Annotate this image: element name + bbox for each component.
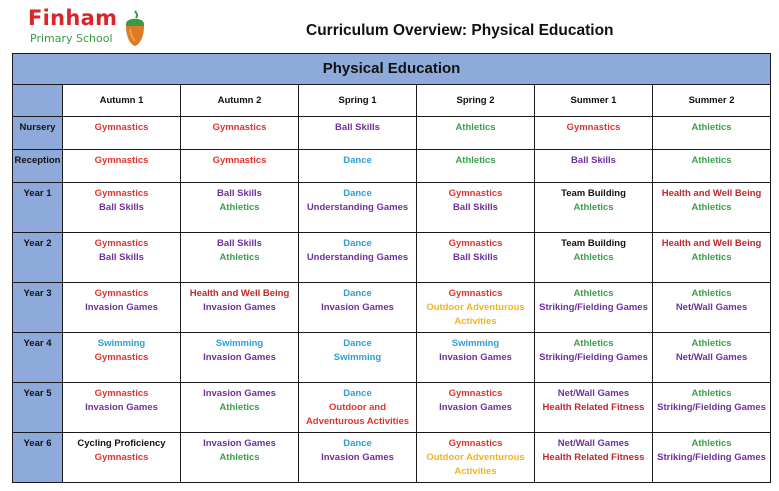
table-cell	[299, 233, 417, 283]
table-row	[13, 383, 771, 433]
activity-label: Dance	[343, 188, 372, 199]
activity-label: Ball Skills	[217, 238, 262, 249]
activity-label: Dance	[343, 388, 372, 399]
table-cell	[299, 333, 417, 383]
table-row	[13, 183, 771, 233]
activity-label: Athletics	[573, 252, 614, 263]
acorn-icon	[123, 10, 147, 48]
table-cell	[181, 117, 299, 150]
table-cell	[63, 383, 181, 433]
table-cell	[299, 383, 417, 433]
activity-label: Gymnastics	[94, 288, 149, 299]
activity-label: Athletics	[691, 388, 732, 399]
activity-label: Invasion Games	[203, 352, 276, 363]
activity-label: Net/Wall Games	[675, 352, 748, 363]
activity-label: Gymnastics	[566, 122, 621, 133]
activity-label: Understanding Games	[306, 202, 409, 213]
activity-label: Health Related Fitness	[542, 402, 645, 413]
activity-label: Athletics	[219, 252, 260, 263]
table-cell	[63, 183, 181, 233]
activity-label: Swimming	[333, 352, 382, 363]
table-cell	[181, 283, 299, 333]
activity-label: Athletics	[219, 452, 260, 463]
table-cell	[181, 333, 299, 383]
activity-label: Activities	[454, 466, 497, 477]
activity-label: Gymnastics	[448, 388, 503, 399]
activity-label: Team Building	[561, 238, 626, 249]
table-cell	[653, 150, 771, 183]
table-cell	[299, 117, 417, 150]
activity-label: Invasion Games	[321, 452, 394, 463]
activity-label: Athletics	[691, 288, 732, 299]
table-cell	[535, 433, 653, 483]
activity-label: Cycling Proficiency	[77, 438, 166, 449]
logo-subtitle: Primary School	[30, 32, 113, 45]
table-row	[13, 150, 771, 183]
activity-label: Activities	[454, 316, 497, 327]
table-cell	[181, 383, 299, 433]
activity-label: Athletics	[219, 402, 260, 413]
table-cell	[417, 283, 535, 333]
activity-label: Gymnastics	[94, 238, 149, 249]
activity-label: Health and Well Being	[661, 238, 762, 249]
table-cell	[299, 433, 417, 483]
activity-label: Gymnastics	[448, 288, 503, 299]
activity-label: Striking/Fielding Games	[657, 452, 766, 463]
activity-label: Gymnastics	[94, 452, 149, 463]
table-cell	[535, 333, 653, 383]
activity-label: Athletics	[455, 155, 496, 166]
table-cell	[535, 117, 653, 150]
table-cell	[535, 183, 653, 233]
school-logo	[28, 8, 158, 48]
activity-label: Health and Well Being	[661, 188, 762, 199]
activity-label: Invasion Games	[85, 402, 158, 413]
activity-label: Outdoor Adventurous	[426, 452, 525, 463]
activity-label: Gymnastics	[448, 238, 503, 249]
table-cell	[653, 383, 771, 433]
table-cell	[299, 150, 417, 183]
table-row	[13, 283, 771, 333]
activity-label: Striking/Fielding Games	[539, 302, 648, 313]
activity-label: Gymnastics	[94, 188, 149, 199]
table-cell	[63, 333, 181, 383]
activity-label: Athletics	[691, 122, 732, 133]
activity-label: Swimming	[215, 338, 264, 349]
activity-label: Outdoor and	[329, 402, 386, 413]
table-row	[13, 333, 771, 383]
column-header-summer-1: Summer 1	[535, 85, 653, 117]
table-cell	[653, 233, 771, 283]
activity-label: Swimming	[97, 338, 146, 349]
activity-label: Athletics	[573, 338, 614, 349]
row-label: Year 3	[13, 283, 63, 333]
row-label: Year 5	[13, 383, 63, 433]
activity-label: Athletics	[219, 202, 260, 213]
table-cell	[535, 283, 653, 333]
activity-label: Athletics	[691, 252, 732, 263]
activity-label: Gymnastics	[212, 122, 267, 133]
row-label: Year 4	[13, 333, 63, 383]
activity-label: Gymnastics	[212, 155, 267, 166]
activity-label: Ball Skills	[217, 188, 262, 199]
activity-label: Invasion Games	[321, 302, 394, 313]
activity-label: Swimming	[451, 338, 500, 349]
activity-label: Dance	[343, 338, 372, 349]
activity-label: Net/Wall Games	[557, 438, 630, 449]
activity-label: Ball Skills	[453, 252, 498, 263]
activity-label: Invasion Games	[85, 302, 158, 313]
table-cell	[181, 150, 299, 183]
activity-label: Health and Well Being	[189, 288, 290, 299]
activity-label: Dance	[343, 155, 372, 166]
table-cell	[181, 233, 299, 283]
activity-label: Invasion Games	[439, 352, 512, 363]
activity-label: Net/Wall Games	[557, 388, 630, 399]
activity-label: Ball Skills	[571, 155, 616, 166]
table-cell	[653, 283, 771, 333]
table-cell	[653, 433, 771, 483]
table-cell	[417, 433, 535, 483]
activity-label: Ball Skills	[453, 202, 498, 213]
table-cell	[63, 233, 181, 283]
table-cell	[417, 117, 535, 150]
table-cell	[653, 117, 771, 150]
activity-label: Striking/Fielding Games	[539, 352, 648, 363]
activity-label: Dance	[343, 288, 372, 299]
activity-label: Athletics	[691, 338, 732, 349]
table-cell	[417, 333, 535, 383]
column-header-autumn-1: Autumn 1	[63, 85, 181, 117]
activity-label: Dance	[343, 238, 372, 249]
activity-label: Understanding Games	[306, 252, 409, 263]
activity-label: Athletics	[691, 202, 732, 213]
activity-label: Gymnastics	[94, 388, 149, 399]
table-row	[13, 117, 771, 150]
table-cell	[63, 150, 181, 183]
activity-label: Invasion Games	[203, 388, 276, 399]
row-label: Year 2	[13, 233, 63, 283]
activity-label: Dance	[343, 438, 372, 449]
table-cell	[181, 433, 299, 483]
table-cell	[653, 333, 771, 383]
table-cell	[63, 117, 181, 150]
table-cell	[181, 183, 299, 233]
activity-label: Gymnastics	[448, 188, 503, 199]
activity-label: Gymnastics	[94, 122, 149, 133]
row-label: Year 6	[13, 433, 63, 483]
activity-label: Adventurous Activities	[305, 416, 410, 427]
activity-label: Ball Skills	[99, 202, 144, 213]
table-cell	[63, 283, 181, 333]
activity-label: Health Related Fitness	[542, 452, 645, 463]
activity-label: Gymnastics	[448, 438, 503, 449]
table-cell	[535, 383, 653, 433]
activity-label: Athletics	[691, 155, 732, 166]
table-cell	[653, 183, 771, 233]
table-cell	[63, 433, 181, 483]
column-header-spring-2: Spring 2	[417, 85, 535, 117]
logo-name: Finham	[28, 6, 118, 30]
table-cell	[535, 150, 653, 183]
activity-label: Athletics	[455, 122, 496, 133]
activity-label: Striking/Fielding Games	[657, 402, 766, 413]
activity-label: Athletics	[573, 288, 614, 299]
column-header-summer-2: Summer 2	[653, 85, 771, 117]
table-cell	[417, 183, 535, 233]
pe-curriculum-table	[12, 53, 771, 483]
activity-label: Athletics	[573, 202, 614, 213]
column-header-spring-1: Spring 1	[299, 85, 417, 117]
activity-label: Gymnastics	[94, 352, 149, 363]
table-cell	[417, 233, 535, 283]
activity-label: Team Building	[561, 188, 626, 199]
table-cell	[299, 283, 417, 333]
row-label: Year 1	[13, 183, 63, 233]
activity-label: Ball Skills	[335, 122, 380, 133]
table-cell	[299, 183, 417, 233]
table-row	[13, 433, 771, 483]
activity-label: Outdoor Adventurous	[426, 302, 525, 313]
table-cell	[417, 383, 535, 433]
activity-label: Invasion Games	[439, 402, 512, 413]
document-title: Curriculum Overview: Physical Education	[306, 22, 614, 39]
table-cell	[417, 150, 535, 183]
activity-label: Net/Wall Games	[675, 302, 748, 313]
row-label: Nursery	[13, 117, 63, 150]
activity-label: Ball Skills	[99, 252, 144, 263]
row-label: Reception	[13, 150, 63, 183]
activity-label: Gymnastics	[94, 155, 149, 166]
header-corner	[13, 85, 63, 117]
activity-label: Invasion Games	[203, 302, 276, 313]
activity-label: Invasion Games	[203, 438, 276, 449]
table-row	[13, 233, 771, 283]
table-banner: Physical Education	[13, 54, 771, 85]
activity-label: Athletics	[691, 438, 732, 449]
column-header-autumn-2: Autumn 2	[181, 85, 299, 117]
table-cell	[535, 233, 653, 283]
